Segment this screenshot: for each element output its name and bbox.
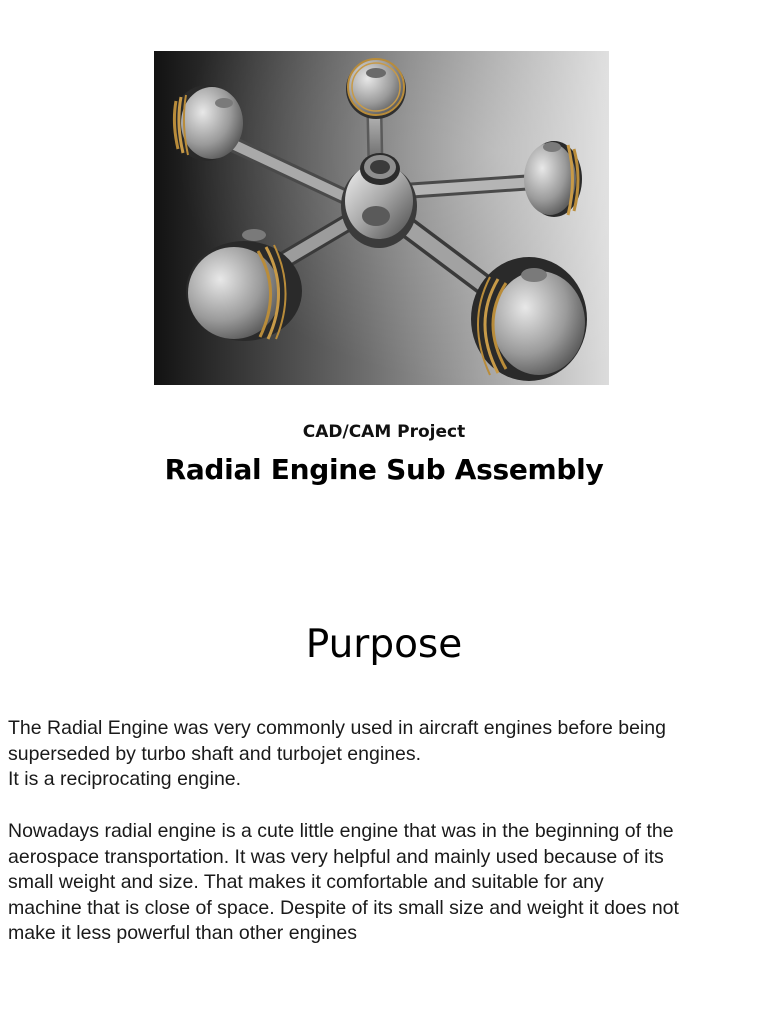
paragraph-intro — [8, 716, 760, 793]
project-subtitle: CAD/CAM Project — [302, 422, 466, 442]
paragraph-line: machine that is close of space. Despite of its small size and weight it does not — [8, 896, 679, 919]
paragraph-line: It is a reciprocating engine. — [8, 768, 242, 790]
paragraph-line: The Radial Engine was very commonly used in aircraft engines before being — [8, 717, 666, 739]
radial-engine-render-icon — [154, 51, 609, 385]
paragraph-line: make it less powerful than other engines — [8, 922, 358, 944]
paragraph-line: aerospace transportation. It was very helpful and mainly used because of its — [8, 845, 664, 868]
paragraph-line: superseded by turbo shaft and turbojet engines. — [8, 742, 422, 765]
page-title: Radial Engine Sub Assembly — [164, 453, 604, 486]
paragraph-line: Nowadays radial engine is a cute little engine that was in the beginning of the — [8, 820, 674, 842]
radial-engine-image — [154, 51, 609, 385]
paragraph-line: small weight and size. That makes it comfortable and suitable for any — [8, 871, 604, 893]
section-heading-purpose: Purpose — [305, 622, 463, 667]
paragraph-description — [8, 819, 760, 947]
